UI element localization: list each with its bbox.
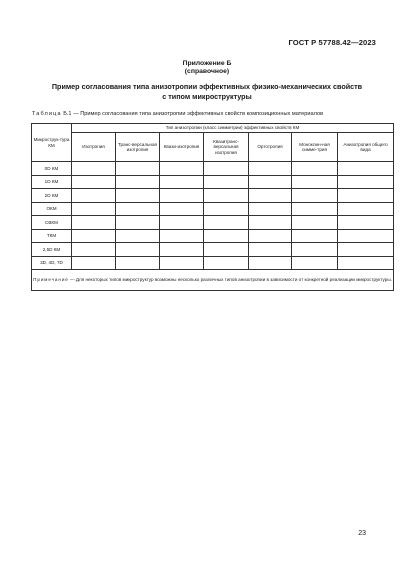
table-caption-label: Таблица — [32, 111, 62, 117]
table-caption-number: Б.1 — [63, 111, 72, 117]
row-label: 2,5D КМ — [32, 243, 72, 257]
row-label: 2D КМ — [32, 189, 72, 203]
appendix-label: Приложение Б — [182, 60, 232, 67]
column-header-row — [32, 133, 394, 162]
row-label: 0D КМ — [32, 162, 72, 176]
table-row — [32, 162, 394, 176]
column-header: Транс-версальная изотропия — [116, 133, 160, 162]
table-row — [32, 243, 394, 257]
appendix-title — [40, 82, 374, 101]
column-header: Изотропия — [72, 133, 116, 162]
column-header: Моноклин-ная симме-трия — [292, 133, 338, 162]
column-header: Квази-изотропия — [160, 133, 204, 162]
column-header: Анизотропия общего вида — [338, 133, 394, 162]
note-text: — Для некоторых типов микроструктур возможны несколько различных типов анизотропии в зависимости от конкретной реализации микроструктуры. — [70, 277, 392, 283]
row-label: 3D, 4D, 7D — [32, 256, 72, 270]
row-label: ТКМ — [32, 229, 72, 243]
table-note-row — [32, 270, 394, 291]
group-header-cell: Тип анизотропии (класс симметрии) эффективных свойств КМ — [72, 124, 394, 133]
table-row — [32, 189, 394, 203]
note-label: Примечание — [33, 277, 69, 283]
row-label: 1D КМ — [32, 175, 72, 189]
standard-code: ГОСТ Р 57788.42—2023 — [288, 38, 376, 47]
page-number: 23 — [358, 530, 366, 537]
table-row — [32, 256, 394, 270]
anisotropy-table — [31, 123, 394, 291]
table-row — [32, 202, 394, 216]
appendix-type: (справочное) — [184, 68, 230, 75]
table-caption-text: — Пример согласования типа анизотропии эффективных свойств композиционных материалов — [73, 111, 324, 117]
table-caption — [32, 111, 392, 117]
column-header: Квазитранс-версальная изотропия — [204, 133, 249, 162]
row-header-cell: Микрострук-тура КМ — [32, 124, 72, 162]
table-row — [32, 229, 394, 243]
row-label: ОКМ — [32, 202, 72, 216]
table-header-row — [32, 124, 394, 133]
table-note — [32, 270, 394, 291]
appendix-title-line-1: Пример согласования типа анизотропии эффективных физико-механических свойств — [51, 82, 363, 91]
table-row — [32, 175, 394, 189]
column-header: Ортотропия — [249, 133, 292, 162]
row-label: СВКМ — [32, 216, 72, 230]
appendix-title-line-2: с типом микроструктуры — [162, 91, 252, 101]
table-row — [32, 216, 394, 230]
